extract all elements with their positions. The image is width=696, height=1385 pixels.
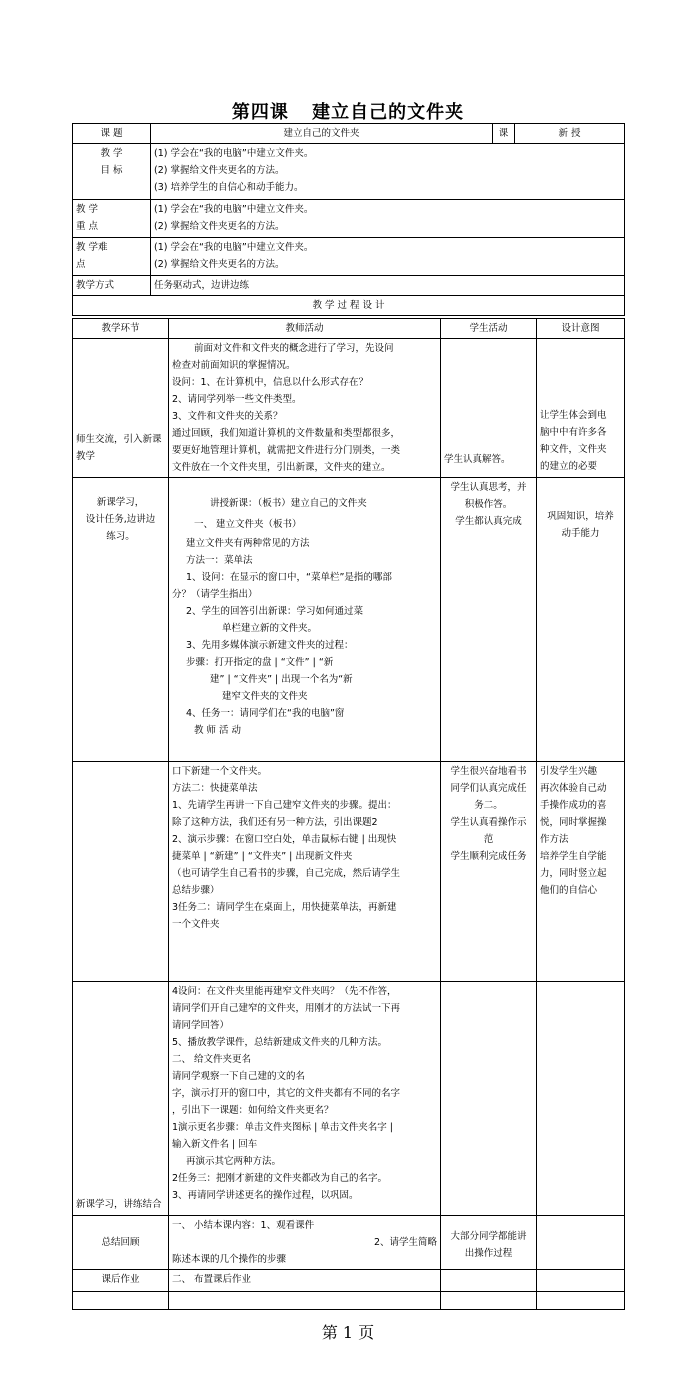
student-new-lesson-3	[441, 982, 537, 1216]
stage-homework: 课后作业	[73, 1270, 169, 1292]
lesson-number: 第四课	[231, 102, 289, 123]
intent-intro: 让学生体会到电 脑中中有许多各 种文件，文件夹 的建立的必要	[537, 339, 625, 478]
design-title: 教 学 过 程 设 计	[73, 296, 625, 316]
stage-intro: 师生交流，引入新课教学	[73, 339, 169, 478]
goals-list: (1) 学会在“我的电脑”中建立文件夹。 (2) 掌握给文件夹更名的方法。 (3) 培养学生的自信心和动手能力。	[151, 144, 625, 200]
student-summary: 大部分同学都能讲 出操作过程	[441, 1216, 537, 1270]
lesson-info-table	[72, 123, 625, 316]
topic-value: 建立自己的文件夹	[151, 124, 493, 144]
process-header-row	[73, 319, 625, 339]
col-stage: 教学环节	[73, 319, 169, 339]
topic-label: 课 题	[73, 124, 151, 144]
student-homework	[441, 1270, 537, 1292]
col-intent: 设计意图	[537, 319, 625, 339]
key-points-row	[73, 200, 625, 238]
topic-row	[73, 124, 625, 144]
teacher-new-lesson-3: 4设问：在文件夹里能再建窄文件夹吗？（先不作答， 请同学们开自己建窄的文件夹，用刚才的方法试一下再 请同学回答） 5、播放教学课件，总结新建成文件夹的几种方法。 二、 给文件夹更名 请同学观察一下自己建的文的名 字，演示打开的窗口中，其它的文件夹都有不同的名字 ，引出下一课题：如何给文件夹更名？ 1演示更名步骤：单击文件夹图标 | 单击文件夹名字 | 输入新文件名 | 回车 再演示其它两种方法。 2任务三：把刚才新建的文件夹都改为自己的名字。 3、再请同学讲述更名的操作过程，以巩固。	[169, 982, 441, 1216]
goals-label: 教 学 目 标	[73, 144, 151, 200]
difficulties-row	[73, 238, 625, 276]
col-student: 学生活动	[441, 319, 537, 339]
goals-row	[73, 144, 625, 200]
key-points-list: (1) 学会在“我的电脑”中建立文件夹。 (2) 掌握给文件夹更名的方法。	[151, 200, 625, 238]
intent-new-lesson-2: 引发学生兴趣 再次体验自己动 手操作成功的喜 悦，同时掌握操 作方法 培养学生自学能 力，同时竖立起 他们的自信心	[537, 762, 625, 982]
page-number: 第 1 页	[321, 1323, 375, 1342]
type-value: 新 授	[515, 124, 625, 144]
method-value: 任务驱动式，边讲边练	[151, 276, 625, 296]
difficulties-label: 教 学难 点	[73, 238, 151, 276]
process-row-summary	[73, 1216, 625, 1270]
method-row	[73, 276, 625, 296]
intent-new-lesson-1: 巩固知识，培养 动手能力	[537, 478, 625, 762]
stage-new-lesson-cont	[73, 762, 169, 982]
teacher-homework: 二、 布置课后作业	[169, 1270, 441, 1292]
process-row-new-1	[73, 478, 625, 762]
lesson-title: 建立自己的文件夹	[312, 102, 465, 123]
student-new-lesson-1: 学生认真思考，并 积极作答。 学生都认真完成	[441, 478, 537, 762]
col-teacher: 教师活动	[169, 319, 441, 339]
stage-practice: 新课学习，讲练结合	[73, 982, 169, 1216]
process-row-empty	[73, 1292, 625, 1310]
teacher-intro: 前面对文件和文件夹的概念进行了学习，先设问 检查对前面知识的掌握情况。 设问：1、在计算机中，信息以什么形式存在？ 2、请同学列举一些文件类型。 3、文件和文件夹的关系？ 通过回顾，我们知道计算机的文件数量和类型都很多， 要更好地管理计算机，就需把文件进行分门别类，一类 文件放在一个文件夹里，引出新课，文件夹的建立。	[169, 339, 441, 478]
method-label: 教学方式	[73, 276, 151, 296]
student-new-lesson-2: 学生很兴奋地看书 同学们认真完成任 务二。 学生认真看操作示 范 学生顺利完成任务	[441, 762, 537, 982]
difficulties-list: (1) 学会在“我的电脑”中建立文件夹。 (2) 掌握给文件夹更名的方法。	[151, 238, 625, 276]
intent-summary	[537, 1216, 625, 1270]
teacher-new-lesson-2: 口下新建一个文件夹。 方法二：快捷菜单法 1、先请学生再讲一下自己建窄文件夹的步骤。提出： 除了这种方法，我们还有另一种方法，引出课题2 2、演示步骤：在窗口空白处，单击鼠标右键 | 出现快 捷菜单 | “新建” | “文件夹” | 出现新文件夹 （也可请学生自己看书的步骤，自己完成，然后请学生 总结步骤） 3任务二：请同学生在桌面上，用快捷菜单法，再新建 一个文件夹	[169, 762, 441, 982]
process-row-new-2	[73, 762, 625, 982]
teacher-summary: 一、 小结本课内容：1、观看课件 2、请学生简略 陈述本课的几个操作的步骤	[169, 1216, 441, 1270]
page-title	[0, 98, 696, 124]
teacher-new-lesson-1: 讲授新课：（板书）建立自己的文件夹 一、 建立文件夹（板书） 建立文件夹有两种常见的方法 方法一：菜单法 1、设问：在显示的窗口中，“菜单栏”是指的哪部 分？（请学生指出） 2、学生的回答引出新课：学习如何通过菜 单栏建立新的文件夹。 3、先用多媒体演示新建文件夹的过程： 步骤：打开指定的盘 | “文件” | “新 建” | “文件夹” | 出现一个名为“新 建窄文件夹的文件夹 4、任务一：请同学们在“我的电脑”窗 教 师 活 动	[169, 478, 441, 762]
intent-new-lesson-3	[537, 982, 625, 1216]
type-label: 课	[493, 124, 515, 144]
stage-summary: 总结回顾	[73, 1216, 169, 1270]
process-row-homework	[73, 1270, 625, 1292]
stage-new-lesson: 新课学习， 设计任务,边讲边 练习。	[73, 478, 169, 762]
student-intro: 学生认真解答。	[441, 339, 537, 478]
key-points-label: 教 学 重 点	[73, 200, 151, 238]
process-row-new-3	[73, 982, 625, 1216]
process-table	[72, 318, 625, 1310]
process-row-intro	[73, 339, 625, 478]
intent-homework	[537, 1270, 625, 1292]
design-title-row	[73, 296, 625, 316]
